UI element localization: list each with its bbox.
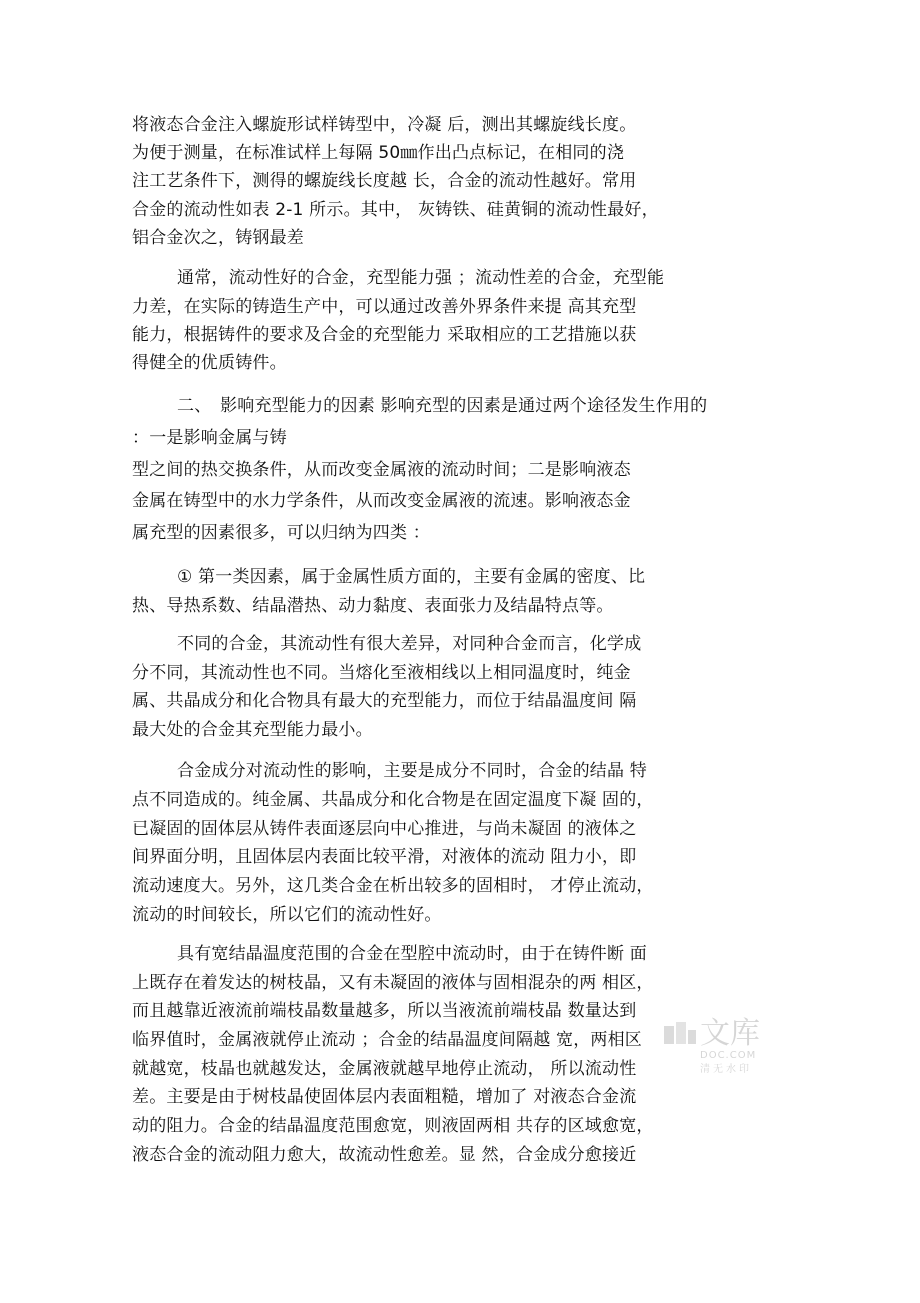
text-line: ① 第一类因素，属于金属性质方面的，主要有金属的密度、比 (177, 567, 646, 587)
text-line: 点不同造成的。纯金属、共晶成分和化合物是在固定温度下凝 固的， (132, 790, 654, 810)
text-line: 差。主要是由于树枝晶使固体层内表面粗糙，增加了 对液态合金流 (132, 1087, 637, 1107)
text-line: 分不同，其流动性也不同。当熔化至液相线以上相同温度时，纯金 (132, 663, 631, 683)
text-line: 力差，在实际的铸造生产中，可以通过改善外界条件来提 高其充型 (132, 297, 637, 317)
watermark-slogan: 清无水印 (700, 1064, 752, 1075)
text-line: 流动速度大。另外，这几类合金在析出较多的固相时， 才停止流动， (132, 876, 654, 896)
text-line: 不同的合金，其流动性有很大差异，对同种合金而言，化学成 (177, 634, 642, 654)
text-line: 铝合金次之，铸钢最差 (132, 228, 304, 248)
text-line: 液态合金的流动阻力愈大，故流动性愈差。显 然，合金成分愈接近 (132, 1145, 637, 1165)
text-line: 将液态合金注入螺旋形试样铸型中，冷凝 后，测出其螺旋线长度。 (132, 115, 637, 135)
text-line: 间界面分明，且固体层内表面比较平滑，对液体的流动 阻力小，即 (132, 847, 637, 867)
text-line: 最大处的合金其充型能力最小。 (132, 720, 373, 740)
text-line: 上既存在着发达的树枝晶，又有未凝固的液体与固相混杂的两 相区， (132, 973, 654, 993)
watermark-domain: DOC.COM (700, 1050, 757, 1061)
section-heading: 二、 影响充型能力的因素 影响充型的因素是通过两个途径发生作用的 (177, 396, 708, 416)
text-line: 临界值时，金属液就停止流动 ；合金的结晶温度间隔越 宽，两相区 (132, 1030, 643, 1050)
watermark-logo-icon (660, 1020, 700, 1050)
watermark-title: 文库 (700, 1016, 760, 1051)
text-line: 得健全的优质铸件。 (132, 353, 287, 373)
text-line: 而且越靠近液流前端枝晶数量越多，所以当液流前端枝晶 数量达到 (132, 1001, 637, 1021)
text-line: 合金成分对流动性的影响，主要是成分不同时，合金的结晶 特 (177, 761, 648, 781)
text-line: 金属在铸型中的水力学条件，从而改变金属液的流速。影响液态金 (132, 491, 631, 511)
text-line: 流动的时间较长，所以它们的流动性好。 (132, 905, 442, 925)
text-line: 就越宽，枝晶也就越发达，金属液就越早地停止流动， 所以流动性 (132, 1059, 637, 1079)
text-line: 热、导热系数、结晶潜热、动力黏度、表面张力及结晶特点等。 (132, 596, 614, 616)
text-line: 已凝固的固体层从铸件表面逐层向中心推进，与尚未凝固 的液体之 (132, 819, 637, 839)
text-line: 为便于测量，在标准试样上每隔 50㎜作出凸点标记，在相同的浇 (132, 143, 625, 163)
text-line: 动的阻力。合金的结晶温度范围愈宽，则液固两相 共存的区域愈宽， (132, 1116, 654, 1136)
text-line: 合金的流动性如表 2-1 所示。其中， 灰铸铁、硅黄铜的流动性最好， (132, 200, 659, 220)
text-line: 注工艺条件下，测得的螺旋线长度越 长，合金的流动性越好。常用 (132, 171, 637, 191)
text-line: 属、共晶成分和化合物具有最大的充型能力，而位于结晶温度间 隔 (132, 691, 637, 711)
text-line: 通常，流动性好的合金，充型能力强 ；流动性差的合金，充型能 (177, 268, 665, 288)
text-line: ：一是影响金属与铸 (132, 428, 287, 448)
text-line: 具有宽结晶温度范围的合金在型腔中流动时，由于在铸件断 面 (177, 944, 648, 964)
text-line: 能力，根据铸件的要求及合金的充型能力 采取相应的工艺措施以获 (132, 325, 637, 345)
watermark (660, 1016, 790, 1086)
text-line: 属充型的因素很多，可以归纳为四类 ： (132, 523, 431, 543)
text-line: 型之间的热交换条件，从而改变金属液的流动时间；二是影响液态 (132, 460, 631, 480)
